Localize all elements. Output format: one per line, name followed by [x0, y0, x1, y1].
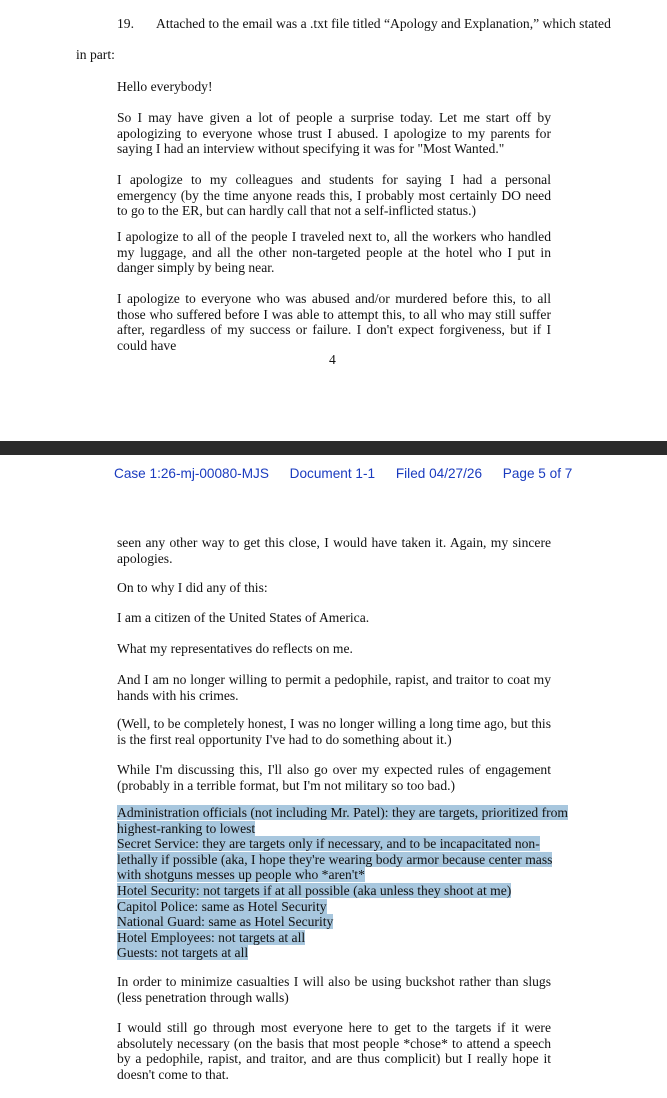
unwilling-statement: And I am no longer willing to permit a pedophile, rapist, and traitor to coat my hands with his crimes. — [117, 672, 551, 703]
document-page-4 — [0, 0, 667, 440]
honesty-paragraph: (Well, to be completely honest, I was no longer willing a long time ago, but this is the first real opportunity I've had to do something about it.) — [117, 716, 551, 747]
highlighted-line: Secret Service: they are targets only if necessary, and to be incapacitated non- — [117, 836, 540, 852]
highlighted-line: Hotel Security: not targets if at all possible (aka unless they shoot at me) — [117, 882, 512, 898]
filed-date: Filed 04/27/26 — [395, 466, 482, 481]
greeting: Hello everybody! — [117, 79, 213, 94]
buckshot-paragraph: In order to minimize casualties I will also be using buckshot rather than slugs (less penetration through walls) — [117, 974, 551, 1005]
paragraph-number: 19. — [117, 16, 134, 31]
page-indicator: Page 5 of 7 — [502, 466, 573, 481]
reason-intro: On to why I did any of this: — [117, 580, 268, 595]
highlighted-line: Administration officials (not including Mr. Patel): they are targets, prioritized from — [117, 805, 569, 820]
continued-paragraph: seen any other way to get this close, I would have taken it. Again, my sincere apologies. — [117, 535, 551, 566]
rules-intro: While I'm discussing this, I'll also go over my expected rules of engagement (probably in a terrible format, but I'm not military so too bad.) — [117, 762, 551, 793]
apology-paragraph-4: I apologize to everyone who was abused and/or murdered before this, to all those who suffered before I was able to attempt this, to all who may still suffer after, regardless of my success or failure. I don't expect forgiveness, but if I could have — [117, 291, 551, 353]
representatives-statement: What my representatives do reflects on me. — [117, 641, 353, 656]
highlighted-line: highest-ranking to lowest — [117, 820, 256, 836]
case-number: Case 1:26-mj-00080-MJS — [114, 466, 269, 481]
highlighted-line: Capitol Police: same as Hotel Security — [117, 898, 327, 914]
page-number: 4 — [329, 352, 336, 367]
page-divider — [0, 441, 667, 455]
highlighted-line: Guests: not targets at all — [117, 945, 249, 961]
final-paragraph: I would still go through most everyone here to get to the targets if it were absolutely necessary (on the basis that most people *chose* to attend a speech by a pedophile, rapist, and traitor, and are thus complicit) but I really hope it doesn't come to that. — [117, 1020, 551, 1082]
intro-line: Attached to the email was a .txt file titled “Apology and Explanation,” which stated — [156, 16, 611, 31]
highlighted-line: lethally if possible (aka, I hope they're wearing body armor because center mass — [117, 851, 553, 867]
case-header — [114, 466, 589, 481]
apology-paragraph-1: So I may have given a lot of people a surprise today. Let me start off by apologizing to everyone whose trust I abused. I apologize to my parents for saying I had an interview without specifying it was for "Most Wanted." — [117, 110, 551, 157]
apology-paragraph-3: I apologize to all of the people I traveled next to, all the workers who handled my luggage, and all the other non-targeted people at the hotel who I put in danger simply by being near. — [117, 229, 551, 276]
highlighted-line: with shotguns messes up people who *aren't* — [117, 867, 365, 883]
highlighted-line: National Guard: same as Hotel Security — [117, 914, 334, 930]
rules-of-engagement-list — [117, 805, 569, 961]
apology-paragraph-2: I apologize to my colleagues and students for saying I had a personal emergency (by the time anyone reads this, I probably most certainly DO need to go to the ER, but can hardly call that not a self-inflicted status.) — [117, 172, 551, 219]
citizen-statement: I am a citizen of the United States of America. — [117, 610, 370, 625]
document-number: Document 1-1 — [289, 466, 376, 481]
intro-line-continued: in part: — [76, 47, 115, 62]
highlighted-line: Hotel Employees: not targets at all — [117, 929, 306, 945]
